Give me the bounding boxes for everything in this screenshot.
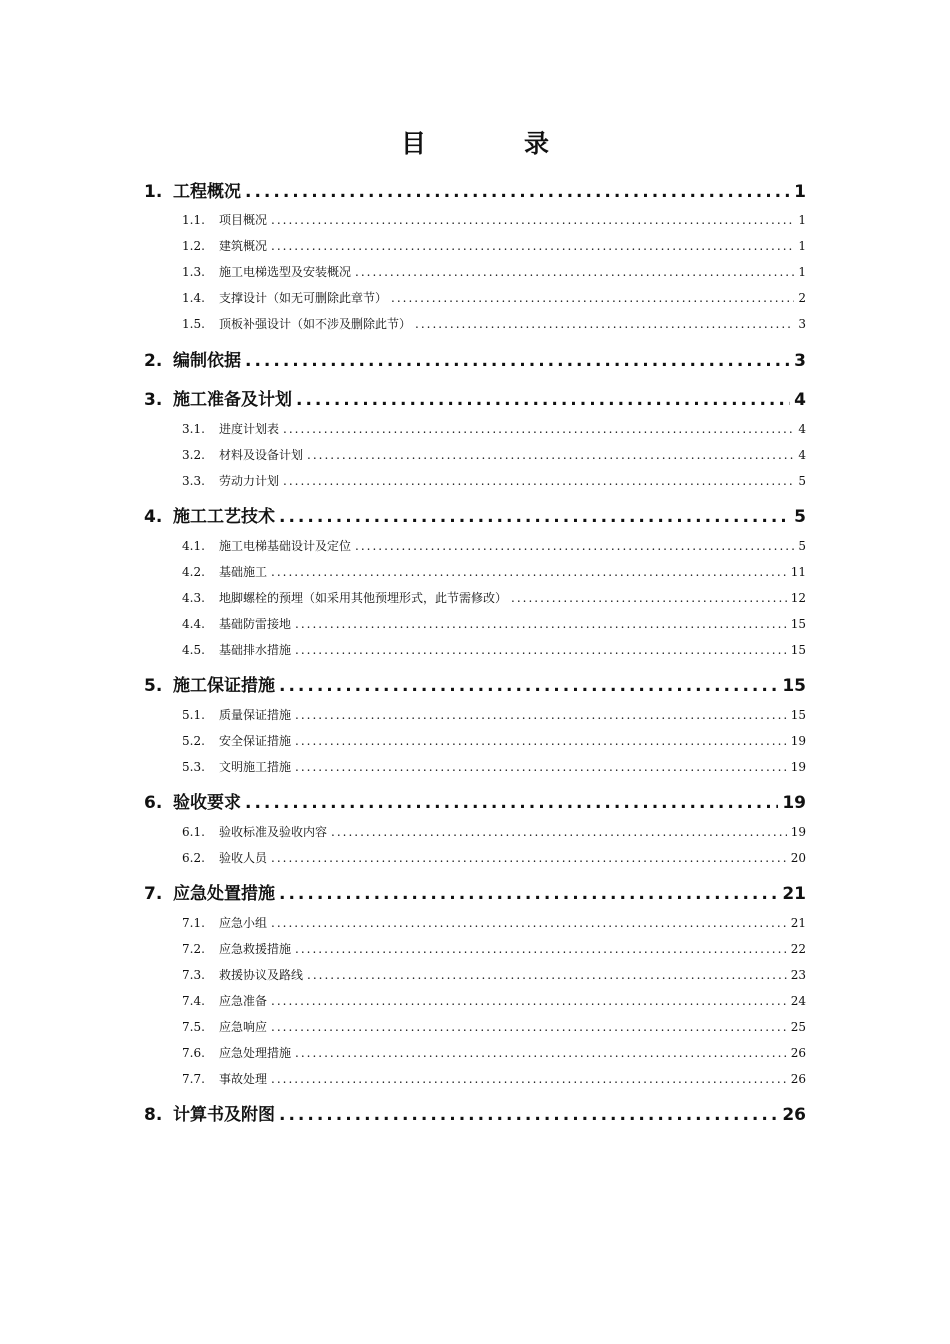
toc-section[interactable] [182, 446, 806, 463]
toc-section[interactable] [182, 615, 806, 632]
title-char-left: 目 [400, 129, 426, 158]
toc-page-number: 5 [798, 474, 806, 488]
toc-entry-number: 2. [144, 351, 163, 371]
toc-chapter[interactable] [144, 385, 806, 410]
toc-page-number: 1 [798, 265, 806, 279]
toc-entry-number: 7.7. [182, 1072, 205, 1086]
toc-entry-title: 验收人员 [219, 851, 268, 865]
toc-entry-title: 验收要求 [173, 793, 241, 813]
toc-entry-title: 施工电梯基础设计及定位 [219, 539, 352, 553]
toc-entry-number: 7.1. [182, 916, 205, 930]
dot-leader [355, 265, 794, 279]
toc-entry-number: 1.1. [182, 213, 205, 227]
toc-entry-number: 7.4. [182, 994, 205, 1008]
dot-leader [307, 448, 794, 462]
toc-entry-number: 1. [144, 182, 163, 202]
dot-leader [295, 643, 787, 657]
dot-leader [271, 1020, 787, 1034]
dot-leader [391, 291, 794, 305]
toc-page-number: 4 [794, 390, 806, 410]
toc-entry-title: 施工准备及计划 [173, 390, 292, 410]
toc-entry-title: 应急准备 [219, 994, 268, 1008]
toc-section[interactable] [182, 1018, 806, 1035]
toc-entry-title: 工程概况 [173, 182, 241, 202]
toc-entry-number: 8. [144, 1105, 163, 1125]
toc-page-number: 15 [782, 676, 806, 696]
toc-section[interactable] [182, 849, 806, 866]
toc-entry-title: 应急处理措施 [219, 1046, 292, 1060]
toc-page-number: 5 [798, 539, 806, 553]
toc-entry-title: 编制依据 [173, 351, 241, 371]
toc-section[interactable] [182, 1044, 806, 1061]
toc-entry-title: 地脚螺栓的预埋（如采用其他预埋形式，此节需修改） [219, 591, 508, 605]
toc-page-number: 11 [790, 565, 806, 579]
toc-entry-number: 1.5. [182, 317, 205, 331]
toc-entry-number: 4.2. [182, 565, 205, 579]
toc-chapter[interactable] [144, 1100, 806, 1125]
dot-leader [271, 239, 794, 253]
dot-leader [511, 591, 787, 605]
toc-page-number: 3 [794, 351, 806, 371]
dot-leader [279, 507, 790, 527]
toc-section[interactable] [182, 1070, 806, 1087]
toc-page-number: 19 [790, 825, 806, 839]
toc-section[interactable] [182, 563, 806, 580]
toc-entry-title: 基础防雷接地 [219, 617, 292, 631]
toc-page-number: 1 [798, 213, 806, 227]
toc-section[interactable] [182, 420, 806, 437]
toc-section[interactable] [182, 472, 806, 489]
toc-section[interactable] [182, 992, 806, 1009]
toc-entry-number: 1.4. [182, 291, 205, 305]
toc-page-number: 3 [798, 317, 806, 331]
toc-section[interactable] [182, 589, 806, 606]
toc-entry-number: 7.6. [182, 1046, 205, 1060]
toc-entry-title: 项目概况 [219, 213, 268, 227]
toc-page-number: 25 [790, 1020, 806, 1034]
toc-entry-title: 支撑设计（如无可删除此章节） [219, 291, 388, 305]
toc-entry-number: 7.2. [182, 942, 205, 956]
title-char-right: 录 [524, 129, 550, 158]
toc-chapter[interactable] [144, 788, 806, 813]
toc-section[interactable] [182, 537, 806, 554]
toc-section[interactable] [182, 823, 806, 840]
toc-section[interactable] [182, 263, 806, 280]
dot-leader [355, 539, 794, 553]
dot-leader [283, 474, 794, 488]
toc-page-number: 15 [790, 617, 806, 631]
toc-page-number: 26 [782, 1105, 806, 1125]
toc-section[interactable] [182, 315, 806, 332]
toc-page-number: 1 [794, 182, 806, 202]
toc-entry-title: 劳动力计划 [219, 474, 280, 488]
toc-entry-number: 4.4. [182, 617, 205, 631]
toc-entry-number: 4.1. [182, 539, 205, 553]
toc-entry-number: 1.2. [182, 239, 205, 253]
toc-entry-title: 材料及设备计划 [219, 448, 304, 462]
dot-leader [271, 916, 787, 930]
toc-entry-number: 3.2. [182, 448, 205, 462]
dot-leader [245, 351, 790, 371]
dot-leader [295, 942, 787, 956]
toc-entry-number: 5.3. [182, 760, 205, 774]
toc-entry-title: 应急响应 [219, 1020, 268, 1034]
toc-entry-title: 文明施工措施 [219, 760, 292, 774]
toc-entry-number: 5. [144, 676, 163, 696]
toc-entry-title: 施工电梯选型及安装概况 [219, 265, 352, 279]
toc-entry-title: 救援协议及路线 [219, 968, 304, 982]
toc-entry-title: 应急处置措施 [173, 884, 275, 904]
toc-entry-number: 1.3. [182, 265, 205, 279]
toc-page-number: 15 [790, 643, 806, 657]
toc-section[interactable] [182, 732, 806, 749]
toc-section[interactable] [182, 914, 806, 931]
toc-page-number: 12 [790, 591, 806, 605]
toc-page-number: 5 [794, 507, 806, 527]
toc-page-number: 23 [790, 968, 806, 982]
toc-entry-title: 质量保证措施 [219, 708, 292, 722]
toc-entry-number: 6. [144, 793, 163, 813]
toc-page-number: 26 [790, 1072, 806, 1086]
toc-entry-number: 3.3. [182, 474, 205, 488]
toc-entry-title: 安全保证措施 [219, 734, 292, 748]
toc-page-number: 19 [790, 734, 806, 748]
toc-entry-title: 基础排水措施 [219, 643, 292, 657]
toc-entry-title: 施工工艺技术 [173, 507, 275, 527]
toc-page-number: 19 [790, 760, 806, 774]
toc-section[interactable] [182, 211, 806, 228]
toc-entry-title: 建筑概况 [219, 239, 268, 253]
dot-leader [415, 317, 794, 331]
toc-entry-title: 验收标准及验收内容 [219, 825, 328, 839]
toc-page-number: 4 [798, 448, 806, 462]
dot-leader [245, 182, 790, 202]
toc-page-number: 22 [790, 942, 806, 956]
toc-chapter[interactable] [144, 502, 806, 527]
toc-chapter[interactable] [144, 177, 806, 202]
toc-entry-number: 3. [144, 390, 163, 410]
toc-entry-title: 应急救援措施 [219, 942, 292, 956]
dot-leader [296, 390, 790, 410]
toc-section[interactable] [182, 641, 806, 658]
toc-page-number: 20 [790, 851, 806, 865]
toc-chapter[interactable] [144, 346, 806, 371]
toc-entry-number: 5.1. [182, 708, 205, 722]
toc-entry-number: 4. [144, 507, 163, 527]
dot-leader [295, 734, 787, 748]
dot-leader [271, 851, 787, 865]
toc-entry-title: 施工保证措施 [173, 676, 275, 696]
toc-page-number: 2 [798, 291, 806, 305]
dot-leader [279, 676, 778, 696]
toc-entry-title: 基础施工 [219, 565, 268, 579]
toc-entry-number: 7. [144, 884, 163, 904]
dot-leader [295, 1046, 787, 1060]
toc-page-number: 26 [790, 1046, 806, 1060]
toc-entry-number: 7.5. [182, 1020, 205, 1034]
toc-section[interactable] [182, 237, 806, 254]
toc-section[interactable] [182, 289, 806, 306]
toc-entry-title: 顶板补强设计（如不涉及删除此节） [219, 317, 412, 331]
toc-page-number: 21 [782, 884, 806, 904]
dot-leader [295, 760, 787, 774]
dot-leader [245, 793, 778, 813]
toc-chapter[interactable] [144, 879, 806, 904]
dot-leader [283, 422, 794, 436]
toc-entry-number: 7.3. [182, 968, 205, 982]
toc-page-number: 19 [782, 793, 806, 813]
toc-page-number: 1 [798, 239, 806, 253]
toc-chapter[interactable] [144, 671, 806, 696]
page-title [0, 124, 950, 160]
toc-entry-number: 6.1. [182, 825, 205, 839]
toc-entry-number: 5.2. [182, 734, 205, 748]
dot-leader [307, 968, 787, 982]
toc-entry-title: 计算书及附图 [173, 1105, 275, 1125]
dot-leader [271, 565, 787, 579]
toc-entry-number: 3.1. [182, 422, 205, 436]
dot-leader [271, 994, 787, 1008]
dot-leader [279, 1105, 778, 1125]
toc-entry-number: 4.5. [182, 643, 205, 657]
toc-entry-title: 应急小组 [219, 916, 268, 930]
toc-page-number: 15 [790, 708, 806, 722]
toc-page-number: 24 [790, 994, 806, 1008]
dot-leader [279, 884, 778, 904]
toc-section[interactable] [182, 940, 806, 957]
dot-leader [271, 213, 794, 227]
toc-section[interactable] [182, 706, 806, 723]
dot-leader [271, 1072, 787, 1086]
toc-section[interactable] [182, 966, 806, 983]
toc-entry-title: 事故处理 [219, 1072, 268, 1086]
dot-leader [295, 708, 787, 722]
toc-page-number: 21 [790, 916, 806, 930]
toc-entry-number: 4.3. [182, 591, 205, 605]
toc-page-number: 4 [798, 422, 806, 436]
toc-entry-number: 6.2. [182, 851, 205, 865]
dot-leader [295, 617, 787, 631]
dot-leader [331, 825, 787, 839]
toc-entry-title: 进度计划表 [219, 422, 280, 436]
toc-section[interactable] [182, 758, 806, 775]
